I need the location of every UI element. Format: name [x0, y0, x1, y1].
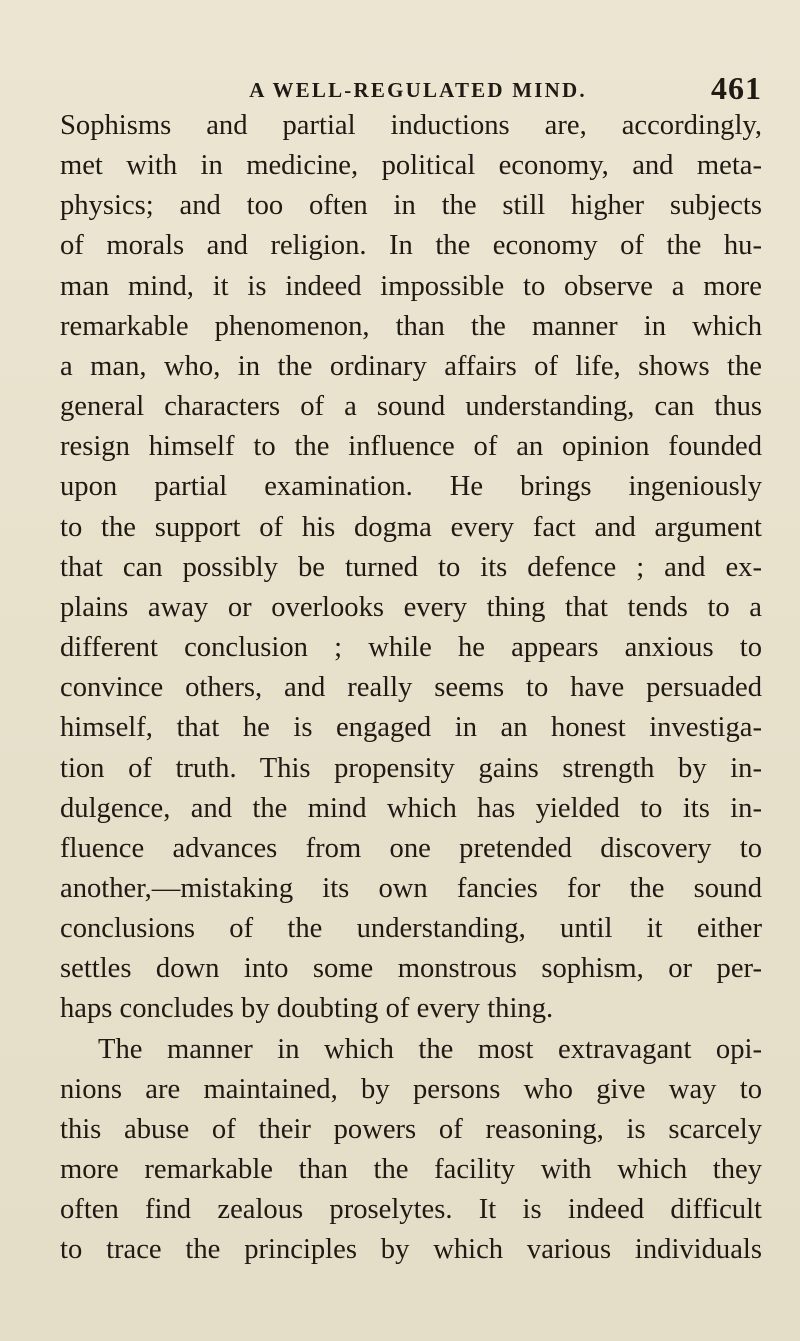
text-line: nions are maintained, by persons who give way to [60, 1073, 762, 1105]
text-line: resign himself to the influence of an opinion founded [60, 431, 762, 463]
text-line: remarkable phenomenon, than the manner in which [60, 310, 762, 342]
text-line: to trace the principles by which various individuals [60, 1234, 762, 1266]
text-line: Sophisms and partial inductions are, accordingly, [60, 110, 762, 141]
running-title: A WELL-REGULATED MIND. [249, 78, 587, 102]
text-line: plains away or overlooks every thing that tends to a [60, 591, 762, 623]
text-line: man mind, it is indeed impossible to observe a more [60, 270, 762, 302]
text-line: The manner in which the most extravagant opi- [98, 1033, 762, 1065]
text-line: fluence advances from one pretended discovery to [60, 832, 762, 864]
text-line: tion of truth. This propensity gains strength by in- [60, 752, 762, 784]
body-text [60, 106, 762, 1271]
text-line: conclusions of the understanding, until it either [60, 913, 762, 945]
text-line: upon partial examination. He brings ingeniously [60, 471, 762, 503]
text-line: settles down into some monstrous sophism, or per- [60, 953, 762, 985]
text-line: more remarkable than the facility with which they [60, 1154, 762, 1186]
text-line: that can possibly be turned to its defence ; and ex- [60, 551, 762, 583]
text-line: met with in medicine, political economy, and meta- [60, 150, 762, 182]
page-number: 461 [711, 70, 762, 106]
text-line: often find zealous proselytes. It is indeed difficult [60, 1194, 762, 1226]
text-line: a man, who, in the ordinary affairs of life, shows the [60, 350, 762, 382]
text-line: this abuse of their powers of reasoning, is scarcely [60, 1113, 762, 1145]
text-line: to the support of his dogma every fact and argument [60, 511, 762, 543]
text-line: physics; and too often in the still higher subjects [60, 190, 762, 222]
text-line: convince others, and really seems to have persuaded [60, 672, 762, 704]
text-line: haps concludes by doubting of every thing. [60, 993, 554, 1025]
running-head [60, 70, 776, 110]
text-line: of morals and religion. In the economy of the hu- [60, 230, 762, 262]
text-line: dulgence, and the mind which has yielded to its in- [60, 792, 762, 824]
text-line: general characters of a sound understanding, can thus [60, 391, 762, 423]
text-line: different conclusion ; while he appears anxious to [60, 632, 762, 664]
text-line: another,—mistaking its own fancies for the sound [60, 872, 762, 904]
text-line: himself, that he is engaged in an honest investiga- [60, 712, 762, 744]
